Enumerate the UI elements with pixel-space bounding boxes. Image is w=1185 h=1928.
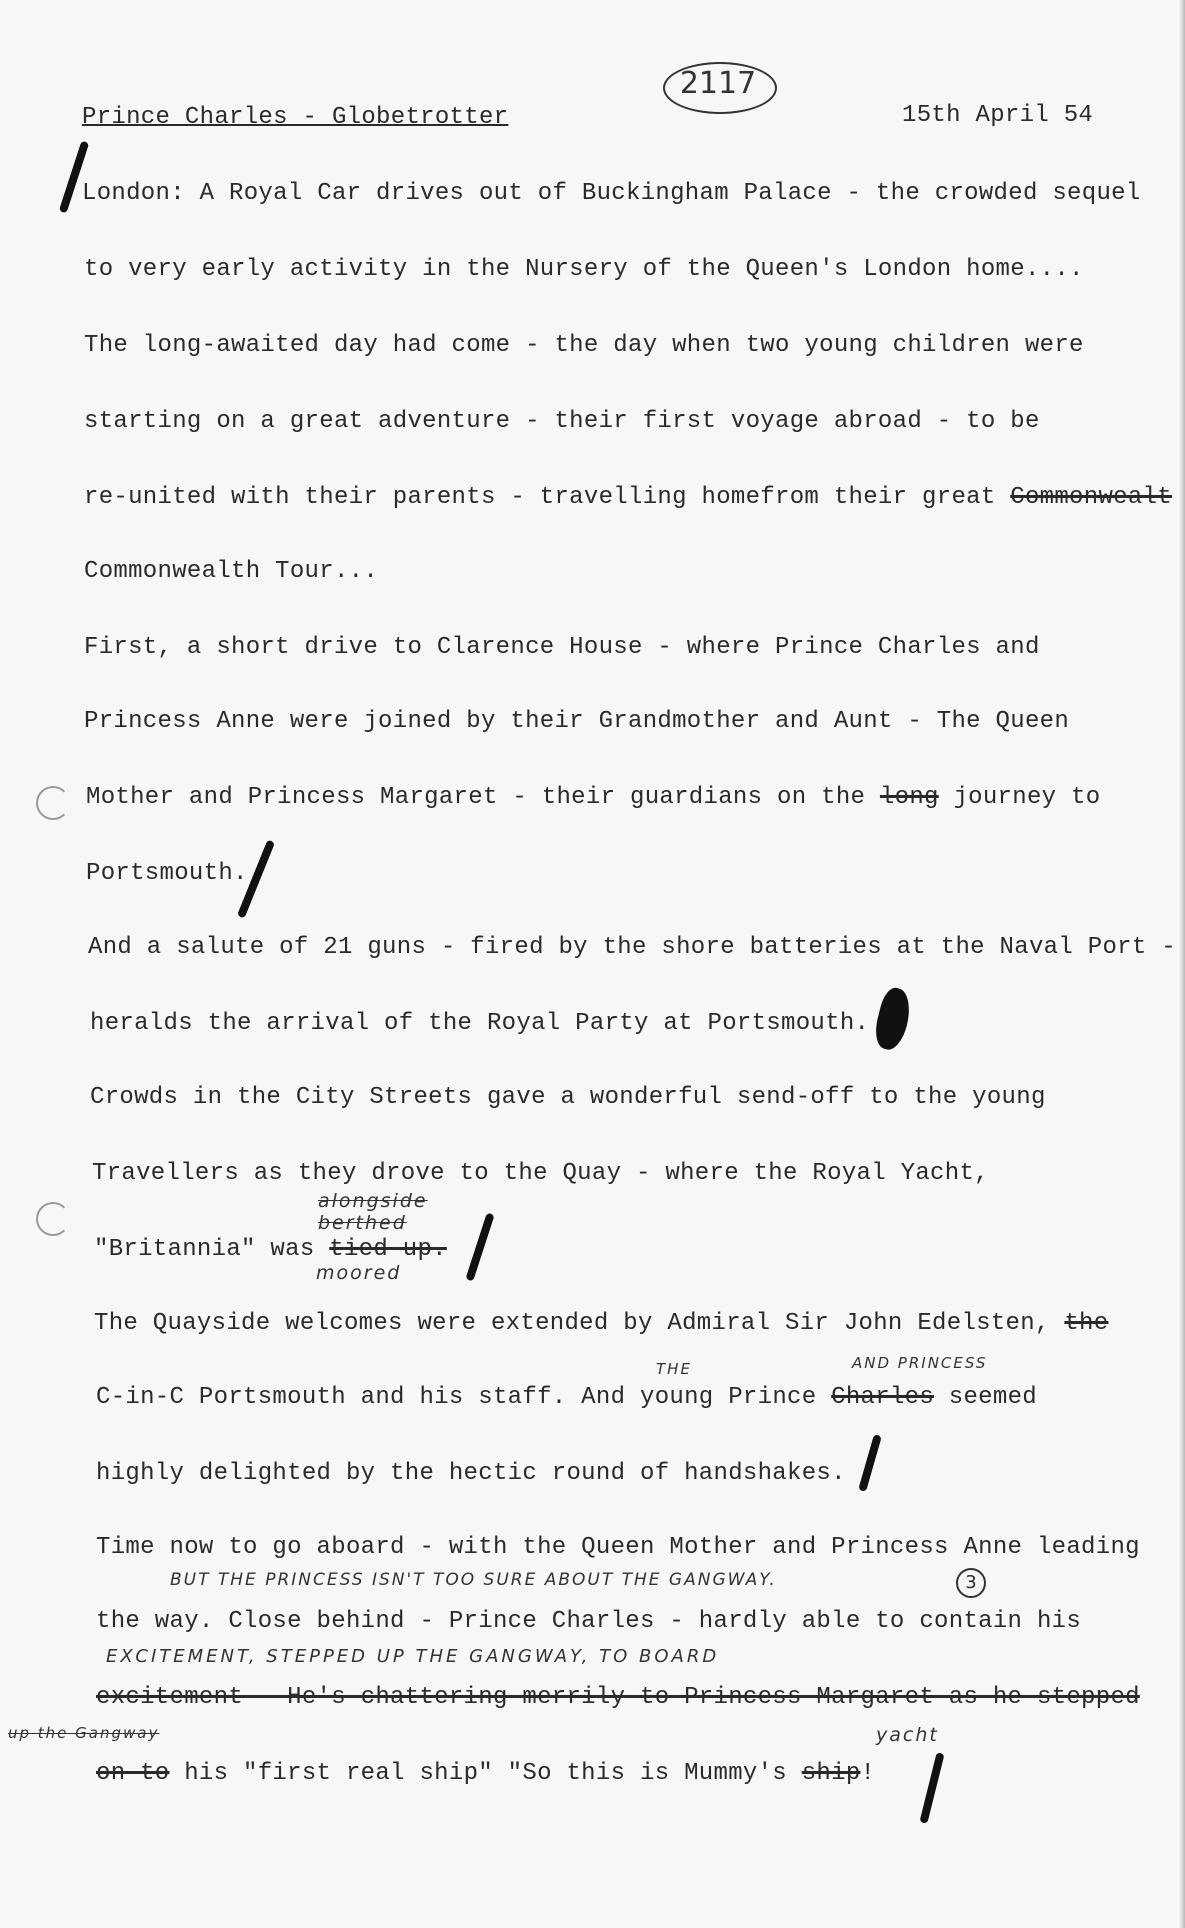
body-line: heralds the arrival of the Royal Party at Portsmouth.	[90, 1010, 870, 1037]
handwritten-insert: AND PRINCESS	[852, 1354, 988, 1372]
body-line	[96, 1760, 875, 1788]
handwritten-struck-note: berthed	[318, 1212, 407, 1234]
punch-hole	[36, 786, 70, 820]
handwritten-insert: moored	[316, 1262, 402, 1284]
body-line: First, a short drive to Clarence House - where Prince Charles and	[84, 634, 1040, 661]
body-line-text: Mother and Princess Margaret - their guardians on the	[86, 784, 866, 811]
body-line: the way. Close behind - Prince Charles - hardly able to contain his	[96, 1608, 1082, 1635]
document-title: Prince Charles - Globetrotter	[82, 104, 509, 131]
body-line: to very early activity in the Nursery of the Queen's London home....	[84, 256, 1084, 283]
body-line: highly delighted by the hectic round of handshakes.	[96, 1460, 846, 1487]
punch-hole	[36, 1202, 70, 1236]
handwritten-insert: THE	[656, 1360, 692, 1378]
body-line-text: C-in-C Portsmouth and his staff. And	[96, 1384, 626, 1411]
body-line-text: seemed	[948, 1384, 1037, 1411]
body-line: Travellers as they drove to the Quay - where the Royal Yacht,	[92, 1160, 989, 1187]
editor-slash-mark	[919, 1752, 944, 1824]
editor-slash-mark	[858, 1434, 882, 1492]
body-line	[86, 784, 1100, 812]
body-line-text: The Quayside welcomes were extended by Admiral Sir John Edelsten,	[94, 1310, 1050, 1337]
body-line: Crowds in the City Streets gave a wonderful send-off to the young	[90, 1084, 1046, 1111]
struck-text: Charles	[831, 1384, 935, 1411]
handwritten-struck-note: alongside	[318, 1190, 428, 1212]
body-line: starting on a great adventure - their first voyage abroad - to be	[84, 408, 1040, 435]
struck-text: the	[1064, 1310, 1109, 1337]
editor-slash-mark	[465, 1212, 494, 1281]
struck-text: ship	[801, 1760, 861, 1787]
handwritten-insert: yacht	[876, 1724, 939, 1746]
body-line: London: A Royal Car drives out of Buckingham Palace - the crowded sequel	[82, 180, 1141, 207]
struck-text: long	[879, 784, 939, 811]
struck-line: excitement - He's chattering merrily to Princess Margaret as he stepped	[96, 1684, 1140, 1711]
handwritten-struck-note: up the Gangway	[8, 1724, 160, 1742]
struck-text: tied up.	[329, 1236, 447, 1263]
body-line: And a salute of 21 guns - fired by the shore batteries at the Naval Port -	[88, 934, 1176, 961]
circled-number: 3	[956, 1568, 986, 1598]
body-line: Portsmouth.	[86, 860, 248, 887]
body-line	[94, 1236, 447, 1264]
document-date: 15th April 54	[902, 102, 1094, 129]
body-line-text: journey to	[953, 784, 1101, 811]
body-line-text: !	[860, 1760, 876, 1787]
body-line-text: young Prince	[640, 1384, 817, 1411]
body-line: The long-awaited day had come - the day when two young children were	[84, 332, 1084, 359]
handwritten-insert: BUT THE PRINCESS ISN'T TOO SURE ABOUT THE GANGWAY.	[170, 1570, 777, 1590]
body-line	[84, 484, 1172, 512]
body-line	[94, 1310, 1108, 1338]
body-line: Princess Anne were joined by their Grandmother and Aunt - The Queen	[84, 708, 1070, 735]
struck-text: on to	[96, 1760, 170, 1787]
body-line-text: re-united with their parents - travelling homefrom their great	[84, 484, 996, 511]
body-line	[96, 1384, 1037, 1412]
reference-number: 2117	[679, 66, 757, 101]
body-line: Time now to go aboard - with the Queen Mother and Princess Anne leading	[96, 1534, 1140, 1561]
body-line-text: his "first real ship" "So this is Mummy's	[184, 1760, 788, 1787]
handwritten-insert: EXCITEMENT, STEPPED UP THE GANGWAY, TO BOARD	[106, 1646, 720, 1667]
ink-blot	[871, 985, 915, 1052]
body-line: Commonwealth Tour...	[84, 558, 379, 585]
body-line-text: "Britannia" was	[94, 1236, 315, 1263]
struck-text: Commonwealt	[1010, 484, 1172, 511]
